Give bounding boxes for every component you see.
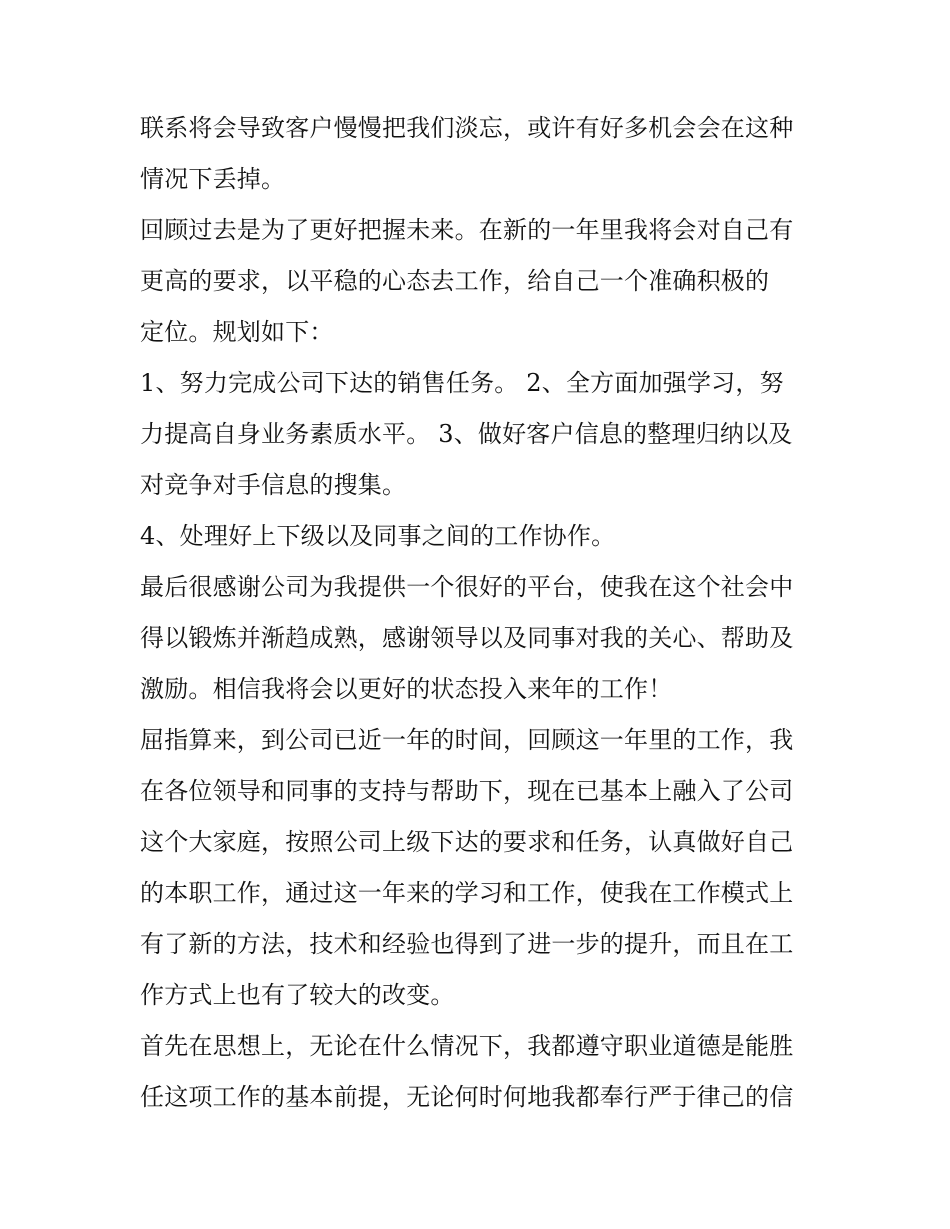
text-line: 最后很感谢公司为我提供一个很好的平台，使我在这个社会中 (140, 573, 794, 601)
document-body (140, 103, 820, 1123)
text-line: 情况下丢掉。 (140, 165, 286, 193)
text-line: 首先在思想上，无论在什么情况下，我都遵守职业道德是能胜 (140, 1032, 794, 1060)
text-line: 回顾过去是为了更好把握未来。在新的一年里我将会对自己有 (140, 216, 794, 244)
text-line: 在各位领导和同事的支持与帮助下，现在已基本上融入了公司 (140, 777, 794, 805)
text-line: 激励。相信我将会以更好的状态投入来年的工作！ (140, 675, 673, 703)
text-line: 4、处理好上下级以及同事之间的工作协作。 (140, 522, 616, 550)
text-line: 作方式上也有了较大的改变。 (140, 981, 455, 1009)
text-line: 对竞争对手信息的搜集。 (140, 471, 407, 499)
text-line: 的本职工作，通过这一年来的学习和工作，使我在工作模式上 (140, 879, 794, 907)
text-line: 力提高自身业务素质水平。 3、做好客户信息的整理归纳以及 (140, 420, 793, 448)
text-line: 联系将会导致客户慢慢把我们淡忘，或许有好多机会会在这种 (140, 114, 794, 142)
text-line: 有了新的方法，技术和经验也得到了进一步的提升，而且在工 (140, 930, 794, 958)
text-line: 这个大家庭，按照公司上级下达的要求和任务，认真做好自己 (140, 828, 794, 856)
text-line: 得以锻炼并渐趋成熟，感谢领导以及同事对我的关心、帮助及 (140, 624, 794, 652)
text-line: 屈指算来，到公司已近一年的时间，回顾这一年里的工作，我 (140, 726, 794, 754)
text-line: 定位。规划如下： (140, 318, 334, 346)
text-line: 更高的要求，以平稳的心态去工作，给自己一个准确积极的 (140, 267, 770, 295)
text-line: 1、努力完成公司下达的销售任务。 2、全方面加强学习，努 (140, 369, 784, 397)
text-line: 任这项工作的基本前提，无论何时何地我都奉行严于律己的信 (140, 1083, 794, 1111)
